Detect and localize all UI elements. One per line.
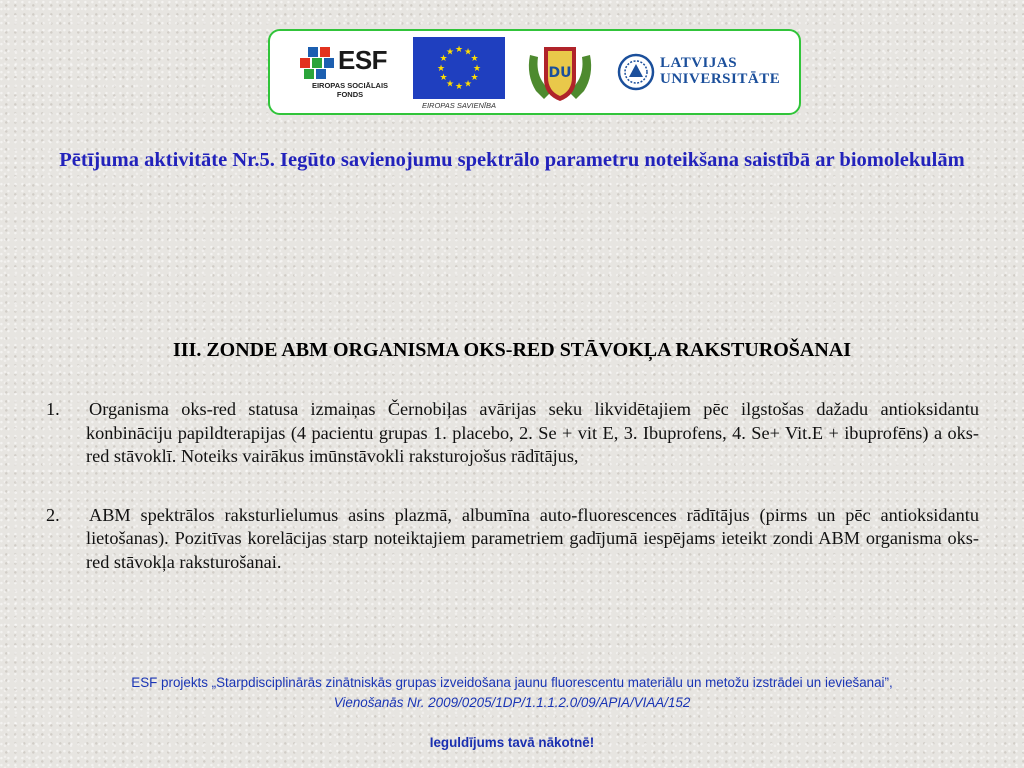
list-item	[46, 504, 979, 575]
agreement-number: Vienošanās Nr. 2009/0205/1DP/1.1.1.2.0/09/APIA/VIAA/152	[333, 695, 691, 710]
svg-text:★: ★	[454, 82, 464, 92]
list-item-number: 1.	[46, 399, 60, 419]
esf-wordmark: ESF	[338, 45, 388, 75]
eu-stars-icon	[413, 37, 505, 99]
eu-caption: EIROPAS SAVIENĪBA	[421, 101, 497, 110]
svg-text:★: ★	[454, 45, 464, 55]
project-footer	[20, 673, 1004, 713]
list-item	[46, 398, 979, 469]
lu-name-line2: UNIVERSITĀTE	[660, 71, 781, 87]
svg-text:★: ★	[445, 47, 455, 58]
university-of-latvia-logo	[617, 49, 787, 99]
list-item-text: Organisma oks-red statusa izmaiņas Černobiļas avārijas seku likvidētajiem pēc ilgstošas dažadu antioksidantu konbināciju papildterapijas (4 pacientu grupas 1. placebo, 2. Se + vit E, 3. Ibuprofens, 4. Se+ Vit.E + ibuprofēns) a oks-red stāvoklī. Noteiks vairākus imūnstāvokli raksturojošus rādītājus,	[86, 399, 979, 466]
lu-seal-icon	[617, 53, 655, 91]
numbered-list	[46, 398, 979, 574]
slogan: Ieguldījums tavā nākotnē!	[429, 735, 595, 750]
svg-text:★: ★	[472, 64, 482, 74]
svg-text:★: ★	[470, 73, 479, 83]
lu-name-line1: LATVIJAS	[660, 55, 738, 71]
sponsor-logo-panel	[268, 29, 801, 115]
section-heading: III. ZONDE ABM ORGANISMA OKS-RED STĀVOKĻA RAKSTUROŠANAI	[172, 339, 852, 361]
project-description: ESF projekts „Starpdisciplinārās zinātniskās grupas izveidošana jaunu fluorescentu materiālu un metožu izstrādei un ieviešanai”,	[131, 675, 893, 690]
svg-text:★: ★	[463, 47, 473, 58]
svg-text:★: ★	[439, 73, 448, 83]
svg-text:★: ★	[445, 79, 455, 90]
crest-icon	[524, 41, 596, 107]
list-item-number: 2.	[46, 504, 60, 525]
svg-text:★: ★	[463, 79, 473, 90]
eu-flag	[413, 37, 505, 99]
slide-title: Pētījuma aktivitāte Nr.5. Iegūto savienojumu spektrālo parametru noteikšana saistībā ar biomolekulām	[59, 149, 965, 171]
svg-text:★: ★	[470, 54, 479, 64]
svg-text:★: ★	[439, 54, 448, 64]
esf-mark-icon	[300, 47, 336, 81]
list-item-text: ABM spektrālos raksturlielumus asins plazmā, albumīna auto-fluorescences rādītājus (pirms un pēc antioksidantu lietošanas). Pozitīvas korelācijas starp noteiktajiem parametriem gadījumā iespējams ieteikt zondi ABM organisma oks-red stāvokļa raksturošanai.	[86, 504, 979, 572]
du-initials: DU	[548, 65, 572, 81]
svg-text:★: ★	[436, 64, 446, 74]
esf-caption: EIROPAS SOCIĀLAIS FONDS	[311, 81, 389, 99]
esf-logo	[300, 43, 400, 105]
eu-logo	[413, 37, 505, 113]
daugavpils-university-crest	[524, 41, 596, 107]
